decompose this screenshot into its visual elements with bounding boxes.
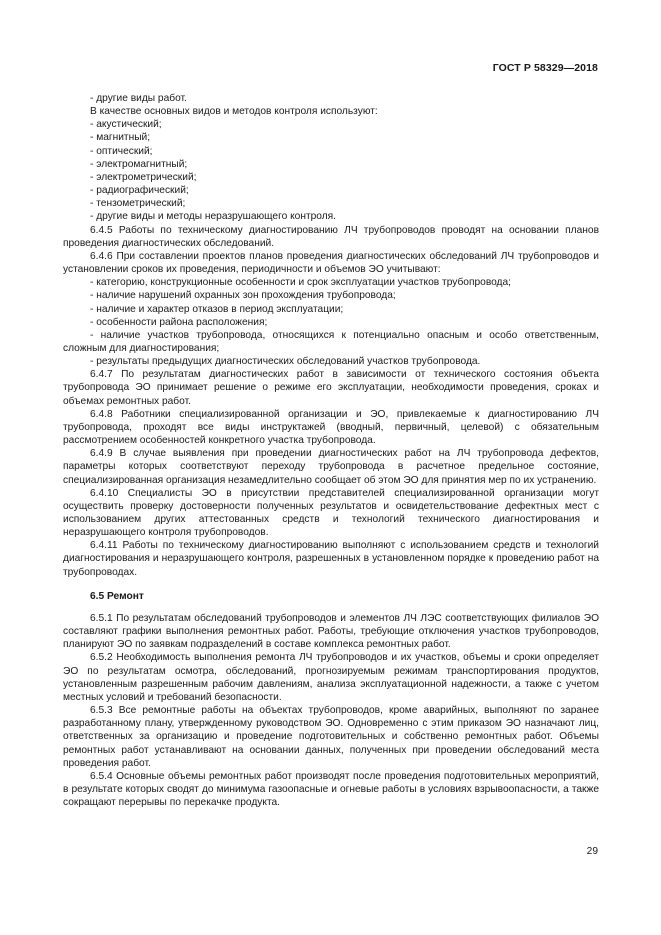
list-item: - тензометрический; [90,198,186,210]
clause-6-5-2: 6.5.2 Необходимость выполнения ремонта ЛЧ трубопроводов и их участков, объемы и сроки определяет ЭО по результатам осмотра, обследований, прогнозируемым режимам транспортирования продуктов, установленным разрешенным рабочим давлениям, анализа эксплуатационной надежности, а также с учетом местных условий и требований безопасности. [63,652,599,703]
document-body [63,92,599,809]
section-heading: 6.5 Ремонт [90,590,144,602]
clause-6-4-9: 6.4.9 В случае выявления при проведении диагностических работ на ЛЧ трубопровода дефектов, параметры которых соответствуют переходу трубопровода в расчетное предельное состояние, специализированная организация незамедлительно сообщает об этом ЭО для принятия мер по их устранению. [63,448,599,486]
list-item: - электромагнитный; [90,158,188,170]
document-header [493,62,598,74]
clause-6-4-8: 6.4.8 Работники специализированной организации и ЭО, привлекаемые к диагностированию ЛЧ трубопровода, проходят все виды инструктажей (вводный, первичный, целевой) с обязательным рассмотрением особенностей конкретного участка трубопровода. [63,408,599,447]
page-number: 29 [586,846,598,857]
clause-6-4-11: 6.4.11 Работы по техническому диагностированию выполняют с использованием средств и технологий диагностирования и неразрушающего контроля, разрешенных в установленном порядке к проведению работ на трубопроводах. [63,540,599,578]
list-item: - категорию, конструкционные особенности и срок эксплуатации участков трубопровода; [90,277,511,289]
clause-6-4-6: 6.4.6 При составлении проектов планов проведения диагностических обследований ЛЧ трубопроводов и установлении сроков их проведения, периодичности и объемов ЭО учитывают: [63,250,599,276]
clause-6-4-10: 6.4.10 Специалисты ЭО в присутствии представителей специализированной организации могут осуществить проверку достоверности полученных результатов и освидетельствование дефектных мест с использованием других аттестованных средств и технологий технического диагностирования и неразрушающего контроля трубопроводов. [63,487,599,539]
list-item: - особенности района расположения; [90,316,268,328]
clause-6-4-7: 6.4.7 По результатам диагностических работ в зависимости от технического состояния объекта трубопровода ЭО принимает решение о режиме его эксплуатации, необходимости проведения, сроках и объемах ремонтных работ. [63,369,599,407]
list-item: - наличие и характер отказов в период эксплуатации; [90,303,344,315]
list-item: - электрометрический; [90,171,197,183]
clause-6-5-3: 6.5.3 Все ремонтные работы на объектах трубопроводов, кроме аварийных, выполняют по заранее разработанному плану, утвержденному руководством ЭО. Одновременно с этим приказом ЭО назначают лиц, ответственных за организацию и проведение подготовительных и собственно ремонтных работ. Объемы ремонтных работ устанавливают на основании данных, полученных при проведении обследований места проведения работ. [63,705,599,769]
list-item: - оптический; [90,145,153,157]
list-item: - радиографический; [90,185,189,197]
list-item: - результаты предыдущих диагностических обследований участков трубопровода. [90,356,481,368]
list-item: - другие виды и методы неразрушающего контроля. [90,211,337,223]
standard-number: ГОСТ Р 58329—2018 [492,62,598,74]
list-item: - другие виды работ. [90,93,187,104]
list-item: - наличие нарушений охранных зон прохождения трубопровода; [90,290,396,302]
list-item: - магнитный; [90,132,151,144]
list-item: - акустический; [90,119,162,131]
clause-6-5-1: 6.5.1 По результатам обследований трубопроводов и элементов ЛЧ ЛЭС соответствующих филиалов ЭО составляют графики выполнения ремонтных работ. Работы, требующие отключения участков трубопроводов, планируют ЭО по заявкам подразделений в составе комплекса ремонтных работ. [63,612,599,651]
clause-6-4-5: 6.4.5 Работы по техническому диагностированию ЛЧ трубопроводов проводят на основании планов проведения диагностических обследований. [63,224,599,249]
list-item-wrapped: - наличие участков трубопровода, относящихся к потенциально опасным и особо ответственным, сложным для диагностирования; [63,329,599,354]
paragraph: В качестве основных видов и методов контроля используют: [90,106,378,118]
clause-6-5-4: 6.5.4 Основные объемы ремонтных работ производят после проведения подготовительных мероприятий, в результате которых сводят до минимума газоопасные и огневые работы в условиях взрывоопасности, а также сокращают перерывы по перекачке продукта. [63,770,599,809]
